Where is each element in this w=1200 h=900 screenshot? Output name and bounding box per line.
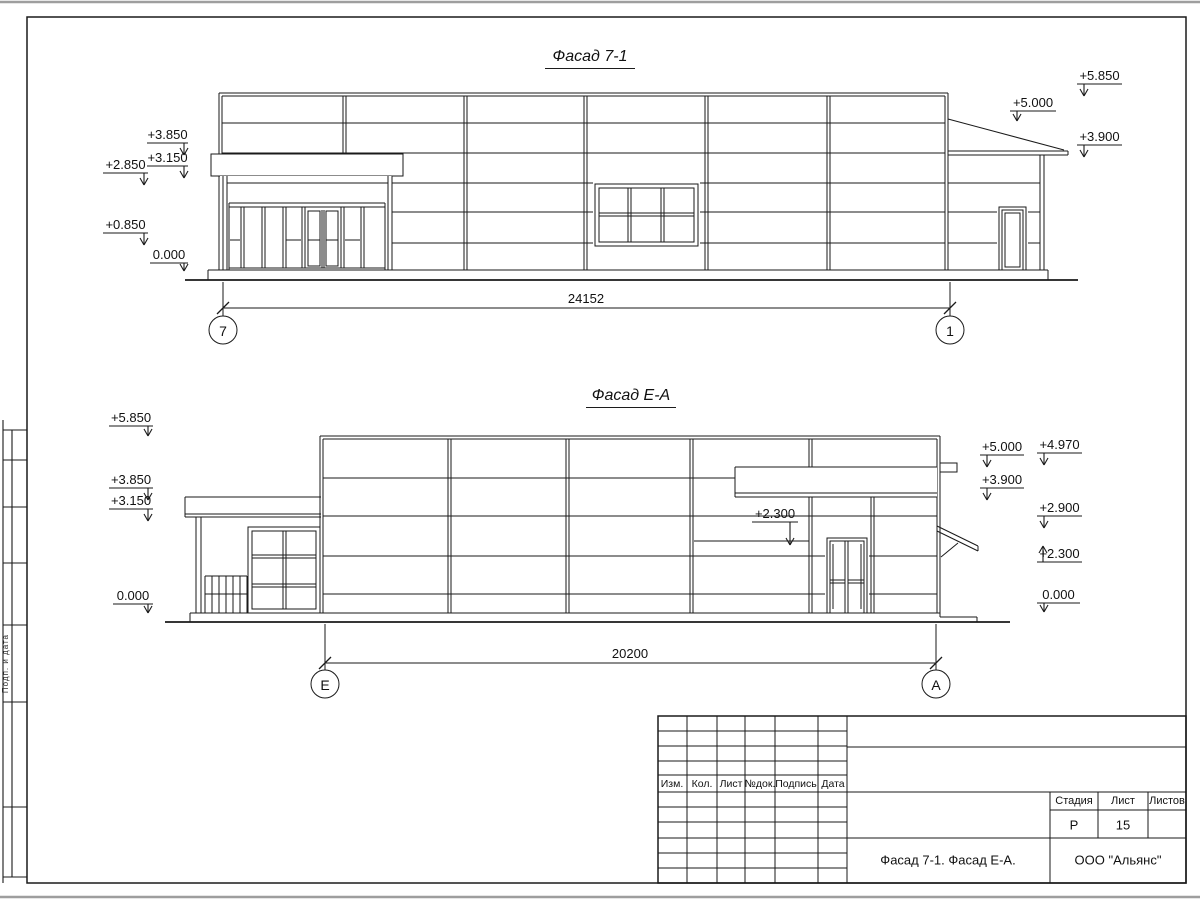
elevation-mark-value: +3.900 — [981, 472, 1023, 487]
annex-grille — [205, 576, 247, 613]
elevation-mark-value: +3.850 — [110, 472, 152, 487]
elevation-mark — [147, 150, 188, 178]
revision-header: Кол. — [691, 778, 713, 790]
elevation-mark — [1037, 500, 1082, 528]
entrance-mask — [220, 176, 392, 270]
facade-bottom-title-text: Фасад Е-А — [591, 387, 671, 404]
facade-top-plinth — [208, 270, 1048, 280]
axis-label-a: А — [931, 677, 941, 693]
elevation-mark — [109, 410, 153, 436]
elevation-mark-value: 0.000 — [1042, 587, 1075, 602]
axis-label-1: 1 — [946, 323, 954, 339]
revision-header: Лист — [719, 778, 743, 790]
revision-header: №док. — [744, 778, 776, 790]
facade-bottom-plinth — [190, 613, 977, 622]
facade-bottom-columns — [448, 439, 874, 613]
fascia-ledge — [940, 463, 957, 472]
elevation-mark — [1010, 95, 1056, 121]
revision-header: Дата — [821, 778, 845, 790]
elevation-mark — [980, 472, 1024, 500]
facade-7-1-drawing — [185, 93, 1078, 344]
elevation-mark — [1037, 546, 1082, 562]
elevation-mark — [1037, 437, 1082, 465]
facade-bottom-dimension-value: 20200 — [611, 646, 649, 661]
elevation-mark-value: +5.000 — [1012, 95, 1054, 110]
elevation-mark — [150, 247, 188, 271]
elevation-mark-value: +2.300 — [754, 506, 796, 521]
door-mask — [825, 536, 869, 613]
company-name: ООО "Альянс" — [1074, 852, 1162, 868]
facade-top-dimension-value: 24152 — [567, 291, 605, 306]
elevation-mark-value: +5.850 — [1079, 68, 1120, 83]
elevation-mark-value: +2.300 — [1039, 546, 1080, 561]
elevation-mark-value: +3.900 — [1079, 129, 1120, 144]
elevation-mark — [980, 439, 1024, 467]
bracket-canopy — [937, 526, 978, 557]
elevation-mark-value: +0.850 — [105, 217, 146, 232]
elevation-mark-value: +3.150 — [147, 150, 188, 165]
elevation-mark-value: +2.850 — [105, 157, 146, 172]
revision-header: Подпись — [775, 778, 817, 790]
facade-bottom-title — [586, 387, 676, 408]
sheet-label: Лист — [1111, 795, 1135, 807]
title-block-horizontals — [658, 731, 1186, 868]
elevation-mark-value: +3.850 — [147, 127, 188, 142]
elevation-mark-value: +4.970 — [1039, 437, 1080, 452]
elevation-mark — [103, 217, 148, 245]
elevation-mark — [1077, 129, 1122, 157]
annex-canopy — [185, 497, 321, 517]
sheets-label: Листов — [1149, 795, 1185, 807]
elevation-mark-value: 0.000 — [152, 247, 186, 262]
annex-window — [248, 527, 320, 613]
side-strip-cell — [0, 625, 11, 702]
elevation-mark-value: +5.850 — [110, 410, 152, 425]
stage-label: Стадия — [1055, 795, 1093, 807]
elevation-mark — [752, 506, 798, 545]
elevation-mark — [113, 588, 153, 613]
side-strip-label: Подп. и дата — [1, 633, 10, 694]
revision-header: Изм. — [660, 778, 684, 790]
elevation-mark — [1077, 68, 1122, 96]
elevation-mark — [1037, 587, 1080, 612]
window-mask — [593, 182, 700, 248]
stage-value: Р — [1069, 817, 1079, 833]
facade-top-title-text: Фасад 7-1 — [552, 48, 628, 65]
axis-label-e: Е — [320, 677, 330, 693]
facade-top-title — [545, 48, 635, 69]
entrance-canopy — [211, 154, 403, 176]
elevation-mark — [103, 157, 148, 185]
annex-wall — [196, 517, 201, 613]
elevation-mark-value: +3.150 — [110, 493, 152, 508]
axis-label-7: 7 — [219, 323, 227, 339]
elevation-mark — [109, 493, 153, 521]
document-title: Фасад 7-1. Фасад Е-А. — [880, 852, 1016, 868]
sheet-value: 15 — [1115, 817, 1131, 833]
elevation-mark-value: +2.900 — [1039, 500, 1080, 515]
elevation-mark-value: 0.000 — [116, 588, 150, 603]
facade-ea-drawing — [165, 436, 1010, 698]
elevation-mark-value: +5.000 — [981, 439, 1023, 454]
